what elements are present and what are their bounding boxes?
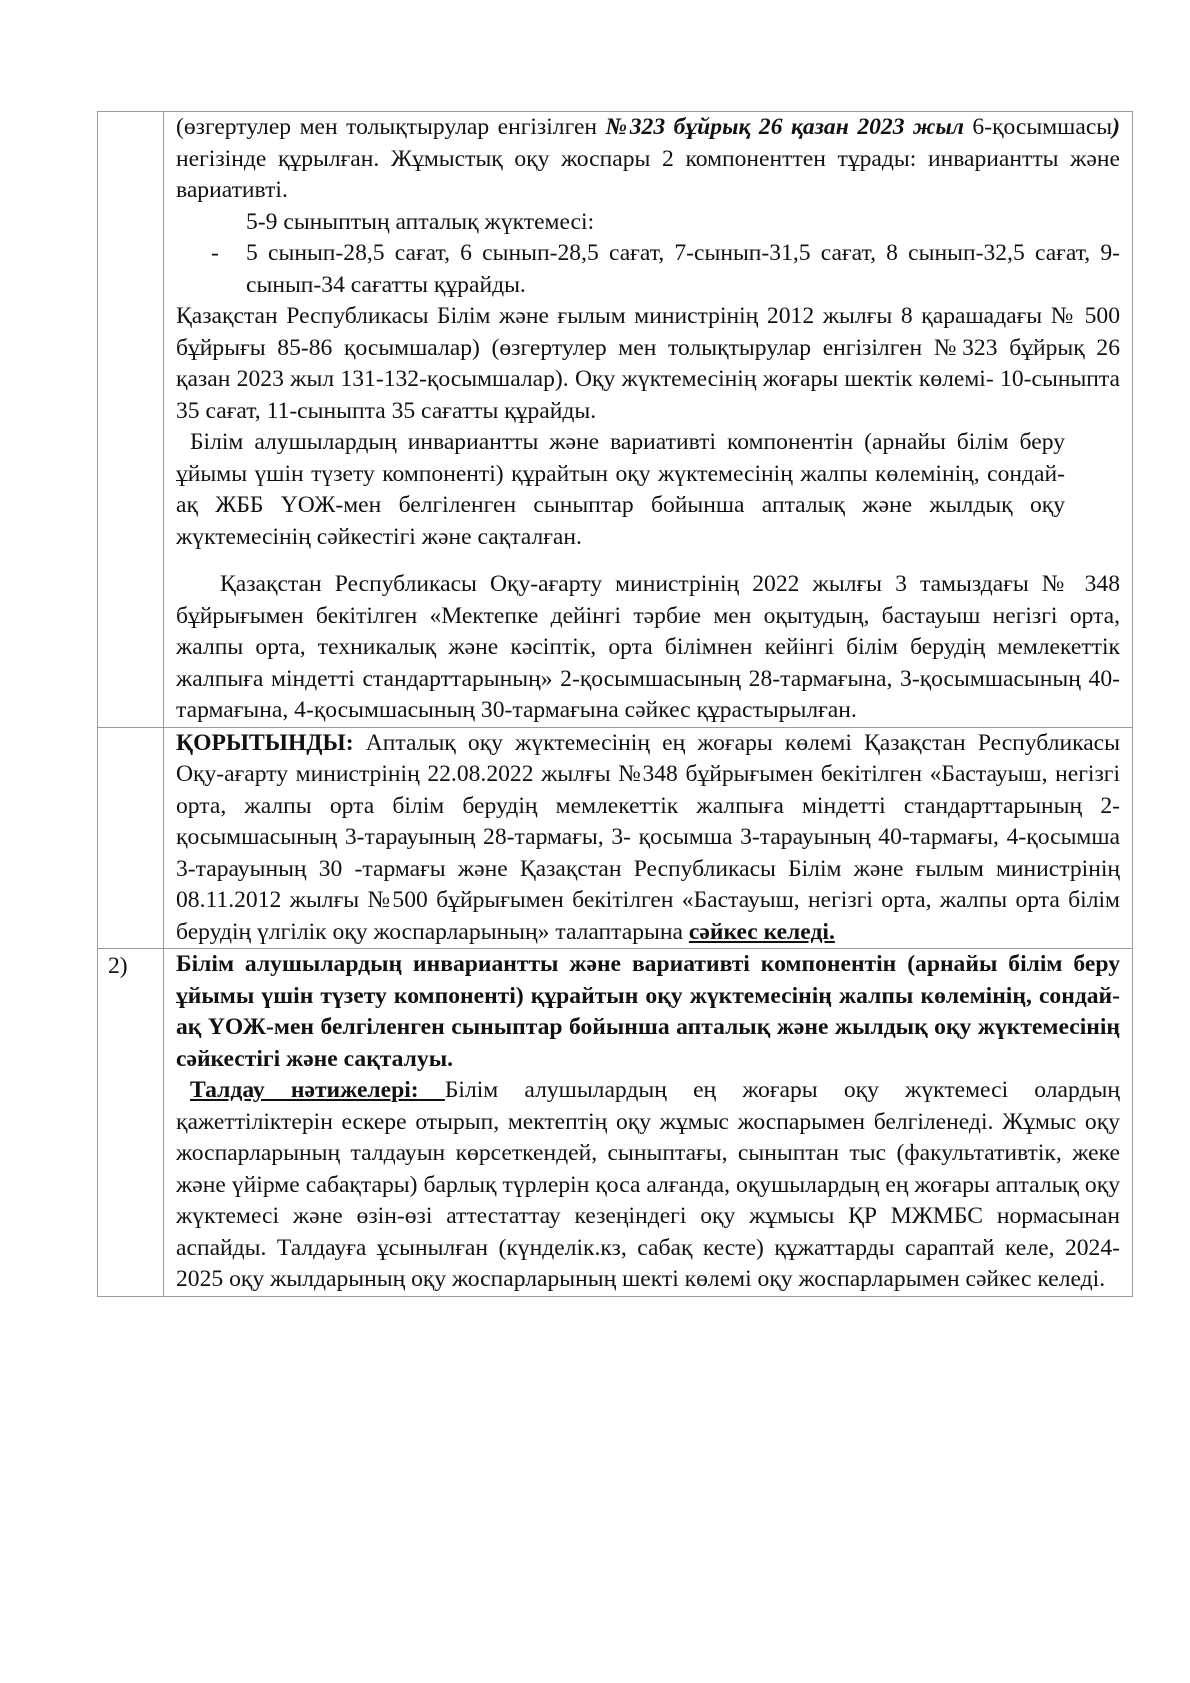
table-row — [98, 727, 1133, 949]
spacer — [176, 553, 1120, 569]
report-table — [97, 111, 1133, 1297]
conclusion-text: Апталық оқу жүктемесінің ең жоғары көлемі Қазақстан Республикасы Оқу-ағарту министрінің 22.08.2022 жылғы №348 бұйрығымен бекітілген «Бастауыш, негізгі орта, жалпы орта білім берудің мемлекеттік жалпыға міндетті стандарттарының 2-қосымшасының 3-тарауының 28-тармағы, 3- қосымша 3-тарауының 40-тармағы, 4-қосымша 3-тарауының 30 -тармағы және Қазақстан Республикасы Білім және ғылым министрінің 08.11.2012 жылғы №500 бұйрығымен бекітілген «Бастауыш, негізгі орта, жалпы орта білім берудің үлгілік оқу жоспарларының» талаптарына — [176, 729, 1120, 945]
content-cell — [164, 949, 1133, 1297]
number-cell-empty — [98, 727, 164, 949]
section-heading: Білім алушылардың инвариантты және вариативті компонентін (арнайы білім беру ұйымы үшін түзету компоненті) құрайтын оқу жүктемесінің жалпы көлемінің, сондай-ақ ҮОЖ-мен белгіленген сыныптар бойынша апталық және жылдық оқу жүктемесінің сәйкестігі және сақталуы. — [176, 951, 1120, 1072]
table-row — [98, 949, 1133, 1297]
content-cell — [164, 112, 1133, 728]
weekly-load-heading: 5-9 сыныптың апталық жүктемесі: — [246, 208, 595, 235]
conclusion-paragraph — [176, 728, 1120, 949]
conclusion-label: ҚОРЫТЫНДЫ: — [176, 729, 354, 756]
analysis-label: Талдау нәтижелері: — [190, 1077, 419, 1103]
number-cell: 2) — [98, 949, 164, 1297]
text-span: негізінде құрылған. Жұмыстық оқу жоспары 2 компоненттен тұрады: инвариантты және вариативті. — [176, 145, 1120, 203]
bullet-text: 5 сынып-28,5 сағат, 6 сынып-28,5 сағат, 7-сынып-31,5 сағат, 8 сынып-32,5 сағат, 9-сынып-34 сағатты құрайды. — [246, 240, 1120, 298]
text-span: 6-қосымшасы — [963, 114, 1113, 140]
paragraph-ministry-2012: Қазақстан Республикасы Білім және ғылым министрінің 2012 жылғы 8 қарашадағы № 500 бұйрығы 85-86 қосымшалар) (өзгертулер мен толықтырулар енгізілген №323 бұйрық 26 қазан 2023 жыл 131-132-қосымшалар). Оқу жүктемесінің жоғары шектік көлемі- 10-сыныпта 35 сағат, 11-сыныпта 35 сағатты құрайды. — [176, 303, 1120, 424]
analysis-gap — [419, 1077, 445, 1103]
text-span: ) — [1112, 114, 1120, 140]
paragraph-invariant: Білім алушылардың инвариантты және вариативті компонентін (арнайы білім беру ұйымы үшін түзету компоненті) құрайтын оқу жүктемесінің жалпы көлемінің, сондай-ақ ЖББ ҮОЖ-мен белгіленген сыныптар бойынша апталық және жылдық оқу жүктемесінің сәйкестігі және сақталған. — [176, 429, 1065, 550]
number-cell-empty — [98, 112, 164, 728]
paragraph-intro — [176, 112, 1120, 207]
table-row — [98, 112, 1133, 728]
content-cell — [164, 727, 1133, 949]
conclusion-verdict: сәйкес келеді. — [688, 918, 835, 945]
analysis-text: Білім алушылардың ең жоғары оқу жүктемесі олардың қажеттіліктерін ескере отырып, мектептің оқу жұмыс жоспарымен белгіленеді. Жұмыс оқу жоспарларының талдауын көрсеткендей, сыныптағы, сыныптан тыс (факультативтік, жеке және үйірме сабақтары) барлық түрлерін қоса алғанда, оқушылардың ең жоғары апталық оқу жүктемесі және өзін-өзі аттестаттау кезеңіндегі оқу жұмысы ҚР МЖМБС нормасынан аспайды. Талдауға ұсынылған (күнделік.кз, сабақ кесте) құжаттарды сараптай келе, 2024-2025 оқу жылдарының оқу жоспарларының шекті көлемі оқу жоспарларымен сәйкес келеді. — [176, 1077, 1120, 1292]
analysis-paragraph — [176, 1075, 1120, 1296]
text-span: (өзгертулер мен толықтырулар енгізілген — [176, 114, 606, 140]
bullet-dash: - — [211, 240, 219, 266]
order-reference: №323 бұйрық 26 қазан 2023 жыл — [605, 114, 964, 140]
paragraph-ministry-2022: Қазақстан Республикасы Оқу-ағарту министрінің 2022 жылғы 3 тамыздағы № 348 бұйрығымен бекітілген «Мектепке дейінгі тәрбие мен оқытудың, бастауыш негізгі орта, жалпы орта, техникалық және кәсіптік, орта білімнен кейінгі білім берудің мемлекеттік жалпыға міндетті стандарттарының» 2-қосымшасының 28-тармағына, 3-қосымшасының 40-тармағына, 4-қосымшасының 30-тармағына сәйкес құрастырылған. — [176, 571, 1120, 723]
bullet-item — [176, 238, 1120, 301]
